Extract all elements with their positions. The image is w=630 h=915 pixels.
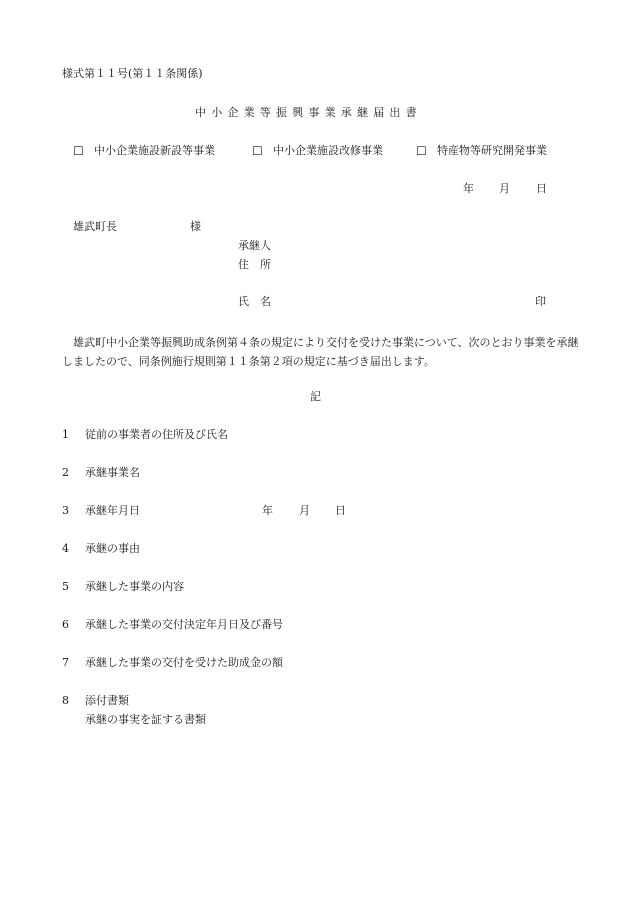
item-succession-date [62,504,140,518]
item-label: 従前の事業者の住所及び氏名 [85,428,228,441]
item-grant-amount [62,656,283,670]
name-label: 氏 名 [238,295,271,308]
item-label: 承継した事業の交付決定年月日及び番号 [85,618,283,631]
item-number: 2 [62,466,69,479]
succession-month-label: 月 [299,504,310,517]
item-label: 承継した事業の内容 [85,580,184,593]
item-number: 8 [62,694,69,707]
succession-year-label: 年 [262,504,273,517]
checkbox-facility-renovation[interactable]: ☐ [252,144,263,158]
body-text: 雄武町中小企業等振興助成条例第４条の規定により交付を受けた事業について、次のとおり事業を承継しましたので、同条例施行規則第１１条第２項の規定に基づき届出します。 [62,336,579,368]
item-label: 承継した事業の交付を受けた助成金の額 [85,656,283,669]
honorific: 様 [190,220,201,233]
item-number: 5 [62,580,69,593]
item-business-content [62,580,184,594]
attachment-description: 承継の事実を証する書類 [85,713,206,726]
item-number: 7 [62,656,69,669]
item-succession-reason [62,542,140,556]
document-title: 中小企業等振興事業承継届出書 [195,106,422,119]
item-number: 6 [62,618,69,631]
checkbox-label-new-facility: 中小企業施設新設等事業 [94,144,215,157]
address-label: 住 所 [238,258,271,271]
item-label: 承継年月日 [85,504,140,517]
checkbox-label-specialty-research: 特産物等研究開発事業 [437,144,547,157]
item-number: 1 [62,428,69,441]
seal-label: 印 [535,295,546,308]
item-label: 承継事業名 [85,466,140,479]
item-number: 4 [62,542,69,555]
item-attachments [62,694,129,708]
item-label: 添付書類 [85,694,129,707]
addressee: 雄武町長 [73,220,117,233]
item-previous-operator [62,428,228,442]
checkbox-specialty-research[interactable]: ☐ [416,144,427,158]
succession-day-label: 日 [335,504,346,517]
item-decision-date-number [62,618,283,632]
checkbox-label-facility-renovation: 中小企業施設改修事業 [273,144,383,157]
date-year-label: 年 [463,182,474,195]
date-day-label: 日 [536,182,547,195]
item-label: 承継の事由 [85,542,140,555]
item-number: 3 [62,504,69,517]
date-month-label: 月 [499,182,510,195]
successor-label: 承継人 [238,239,271,252]
ki-heading: 記 [310,390,321,403]
checkbox-new-facility[interactable]: ☐ [73,144,84,158]
form-number: 様式第１１号(第１１条関係) [62,67,203,80]
item-business-name [62,466,140,480]
